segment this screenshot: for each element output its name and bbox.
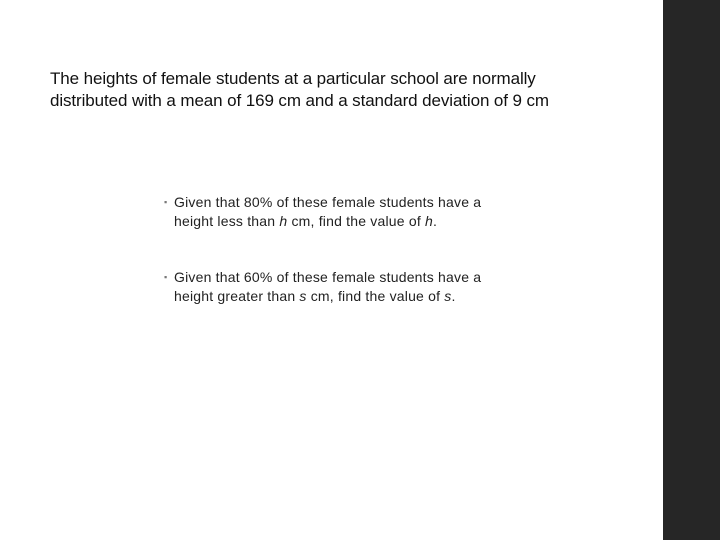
square-bullet-icon: ▪ [164,272,168,282]
question-text-before: height less than [174,213,280,229]
question-item [164,193,544,231]
heading-line-1: The heights of female students at a particular school are normally [50,69,536,88]
square-bullet-icon: ▪ [164,197,168,207]
question-text-after: . [451,288,456,304]
question-variable: s [444,288,452,304]
question-text-after: . [433,213,438,229]
question-text-before: height greater than [174,288,300,304]
question-variable: s [299,288,307,304]
question-variable: h [279,213,288,229]
question-line-2 [174,287,544,306]
question-text-middle: cm, find the value of [287,213,426,229]
slide-heading [50,68,640,112]
heading-line-2: distributed with a mean of 169 cm and a standard deviation of 9 cm [50,91,549,110]
question-item [164,268,544,306]
question-list [164,193,544,343]
question-line-1: Given that 60% of these female students have a [174,269,482,285]
question-line-2 [174,212,544,231]
question-variable: h [425,213,434,229]
question-text-middle: cm, find the value of [306,288,445,304]
question-line-1: Given that 80% of these female students have a [174,194,482,210]
side-bar [663,0,720,540]
